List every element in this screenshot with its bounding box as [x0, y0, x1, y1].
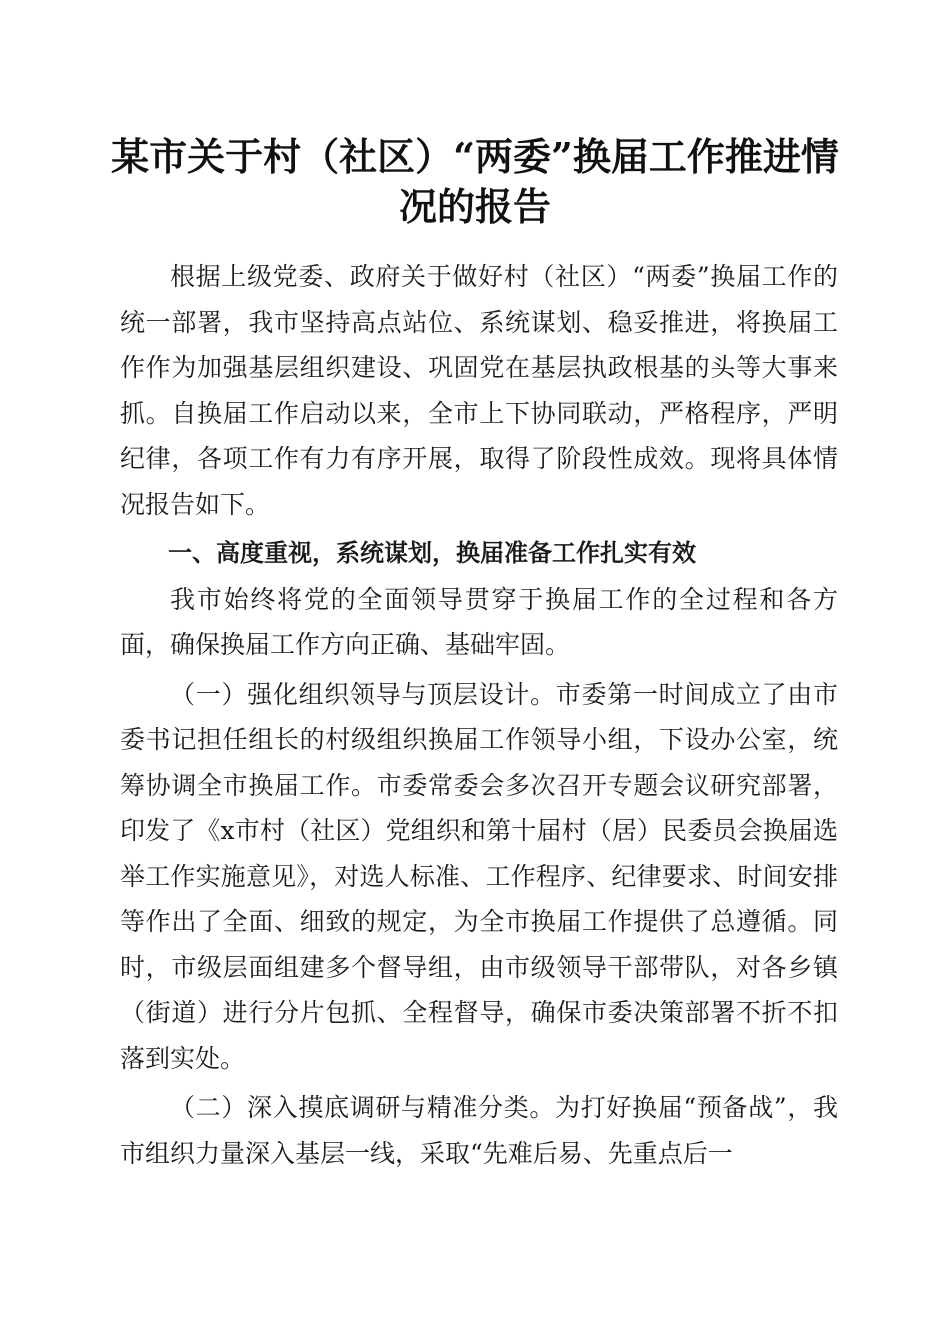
section-heading-1: 一、高度重视，系统谋划，换届准备工作扎实有效 — [168, 539, 696, 567]
paragraph-subsection-2: （二）深入摸底调研与精准分类。为打好换届“预备战”，我市组织力量深入基层一线，采取“先难后易、先重点后一 — [120, 1093, 838, 1168]
paragraph-subsection-1: （一）强化组织领导与顶层设计。市委第一时间成立了由市委书记担任组长的村级组织换届工作领导小组，下设办公室，统筹协调全市换届工作。市委常委会多次召开专题会议研究部署，印发了《x市村（社区）党组织和第十届村（居）民委员会换届选举工作实施意见》，对选人标准、工作程序、纪律要求、时间安排等作出了全面、细致的规定，为全市换届工作提供了总遵循。同时，市级层面组建多个督导组，由市级领导干部带队，对各乡镇（街道）进行分片包抓、全程督导，确保市委决策部署不折不扣落到实处。 — [120, 679, 838, 1073]
document-body — [120, 254, 838, 1176]
paragraph-intro: 根据上级党委、政府关于做好村（社区）“两委”换届工作的统一部署，我市坚持高点站位、系统谋划、稳妥推进，将换届工作作为加强基层组织建设、巩固党在基层执政根基的头等大事来抓。自换届工作启动以来，全市上下协同联动，严格程序，严明纪律，各项工作有力有序开展，取得了阶段性成效。现将具体情况报告如下。 — [120, 262, 838, 519]
paragraph-section-1-intro: 我市始终将党的全面领导贯穿于换届工作的全过程和各方面，确保换届工作方向正确、基础牢固。 — [120, 584, 838, 659]
document-title: 某市关于村（社区）“两委”换届工作推进情况的报告 — [111, 134, 839, 229]
